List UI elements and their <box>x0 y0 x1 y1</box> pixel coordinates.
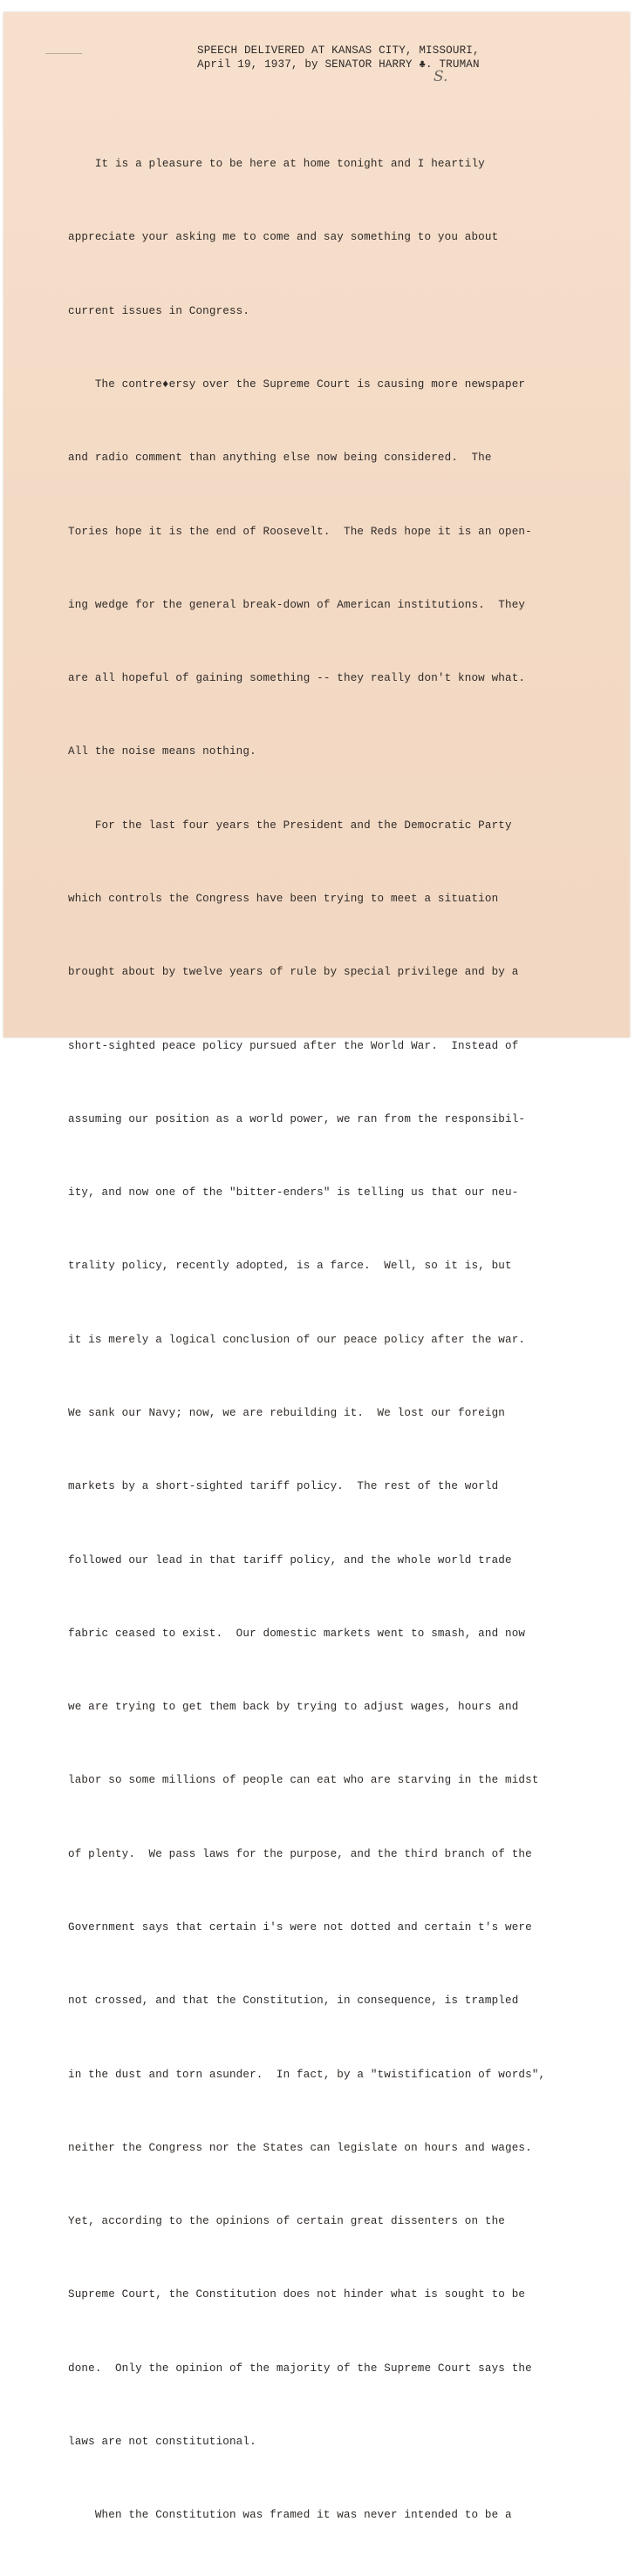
body-line: Government says that certain i's were not dotted and certain t's were <box>68 1920 532 1934</box>
margin-mark <box>45 53 82 54</box>
body-line: trality policy, recently adopted, is a farce. Well, so it is, but <box>68 1260 512 1273</box>
body-line: For the last four years the President and the Democratic Party <box>68 819 512 832</box>
body-line: of plenty. We pass laws for the purpose, and the third branch of the <box>68 1847 532 1860</box>
header-line-2: April 19, 1937, by SENATOR HARRY ♣. TRUMAN <box>197 58 480 71</box>
body-line: assuming our position as a world power, we ran from the responsibil- <box>68 1112 526 1125</box>
body-line: followed our lead in that tariff policy, and the whole world trade <box>68 1553 512 1567</box>
body-line: markets by a short-sighted tariff policy. The rest of the world <box>68 1480 499 1493</box>
body-line: neither the Congress nor the States can legislate on hours and wages. <box>68 2141 532 2154</box>
body-line: are all hopeful of gaining something -- they really don't know what. <box>68 672 526 685</box>
body-line: The contre♦ersy over the Supreme Court is causing more newspaper <box>68 378 526 391</box>
body-line: it is merely a logical conclusion of our peace policy after the war. <box>68 1333 526 1346</box>
body-line: we are trying to get them back by trying to adjust wages, hours and <box>68 1701 519 1714</box>
body-line: labor so some millions of people can eat who are starving in the midst <box>68 1774 539 1787</box>
body-line: All the noise means nothing. <box>68 745 256 758</box>
body-line: done. Only the opinion of the majority of the Supreme Court says the <box>68 2362 532 2375</box>
body-line: fabric ceased to exist. Our domestic markets went to smash, and now <box>68 1627 526 1640</box>
body-line: Tories hope it is the end of Roosevelt. The Reds hope it is an open- <box>68 525 532 538</box>
speech-body <box>68 103 591 2576</box>
body-line: We sank our Navy; now, we are rebuilding it. We lost our foreign <box>68 1406 505 1419</box>
body-line: in the dust and torn asunder. In fact, by a "twistification of words", <box>68 2068 546 2081</box>
body-line: current issues in Congress. <box>68 304 250 317</box>
body-line: short-sighted peace policy pursued after the World War. Instead of <box>68 1039 519 1052</box>
body-line: appreciate your asking me to come and say something to you about <box>68 231 499 244</box>
body-line: not crossed, and that the Constitution, in consequence, is trampled <box>68 1995 519 2008</box>
handwritten-annotation: S. <box>434 68 448 85</box>
body-line: ing wedge for the general break-down of American institutions. They <box>68 598 526 611</box>
body-line: When the Constitution was framed it was never intended to be a <box>68 2509 512 2522</box>
document-page <box>3 12 630 2522</box>
body-line: which controls the Congress have been trying to meet a situation <box>68 893 499 905</box>
header-line-1: SPEECH DELIVERED AT KANSAS CITY, MISSOURI, <box>197 44 480 57</box>
body-line: laws are not constitutional. <box>68 2435 256 2448</box>
body-line: Supreme Court, the Constitution does not hinder what is sought to be <box>68 2288 526 2301</box>
body-line: and radio comment than anything else now being considered. The <box>68 452 492 465</box>
body-line: It is a pleasure to be here at home tonight and I heartily <box>68 158 485 171</box>
body-line: brought about by twelve years of rule by special privilege and by a <box>68 966 519 979</box>
body-line: Yet, according to the opinions of certain great dissenters on the <box>68 2215 505 2228</box>
body-line: ity, and now one of the "bitter-enders" is telling us that our neu- <box>68 1186 519 1200</box>
